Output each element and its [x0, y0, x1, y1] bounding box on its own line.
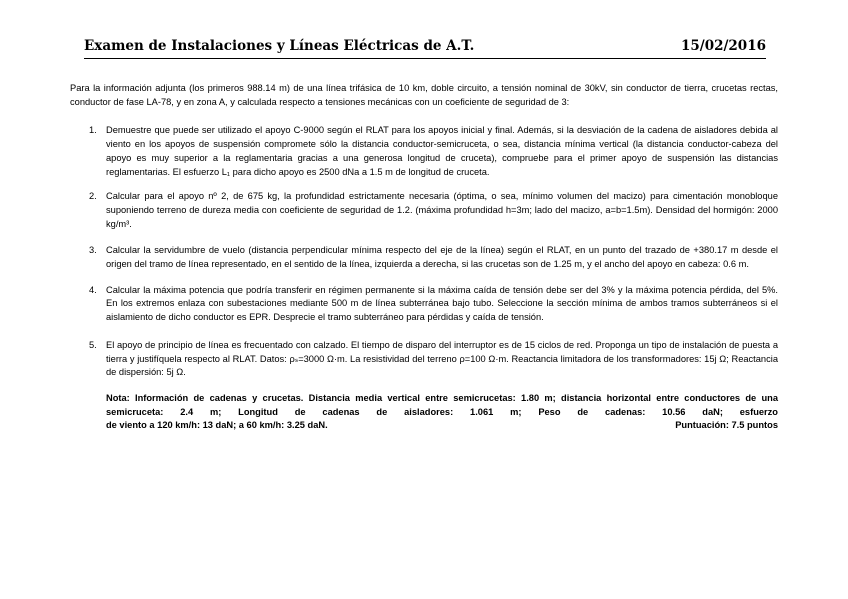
question-item — [70, 244, 778, 271]
question-item — [70, 339, 778, 380]
note-paragraph: Nota: Información de cadenas y crucetas. Distancia media vertical entre semicrucetas: 1.80 m; distancia horizontal entre conductores de una semicruceta: 2.4 m; Longitud de cadenas de aisladores: 1.061 m; Peso de cadenas: 10.56 daN; esfuerzo — [106, 392, 778, 417]
page-header — [84, 36, 766, 59]
question-text: Calcular para el apoyo nº 2, de 675 kg, la profundidad estrictamente necesaria (óptima, o sea, mínimo volumen del macizo) para cimentación monobloque suponiendo terreno de dureza media con coeficiente de seguridad de 1.2. (máxima profundidad h=3m; lado del macizo, a=b=1.5m). Densidad del hormigón: 2000 kg/m³. — [106, 191, 778, 229]
exam-title: Examen de Instalaciones y Líneas Eléctricas de A.T. — [84, 38, 475, 54]
note-last-line — [70, 419, 778, 433]
question-text: Calcular la servidumbre de vuelo (distancia perpendicular mínima respecto del eje de la línea) según el RLAT, en un punto del trazado de +380.17 m desde el origen del tramo de línea representado, en el sentido de la línea, izquierda a derecha, si las crucetas son de 1.25 m, y el ancho del apoyo en cabeza: 0.6 m. — [106, 245, 778, 270]
question-number: 2. — [89, 191, 97, 202]
exam-body — [70, 82, 778, 433]
question-number: 1. — [89, 125, 97, 136]
question-text: El apoyo de principio de línea es frecuentado con calzado. El tiempo de disparo del interruptor es de 15 ciclos de red. Proponga un tipo de instalación de puesta a tierra y justifíquela respecto al RLAT. Datos: ρₛ=3000 Ω·m. La resistividad del terreno ρ=100 Ω·m. Reactancia limitadora de los transformadores: 15j Ω; Reactancia de dispersión: 5j Ω. — [106, 339, 778, 378]
question-list — [70, 124, 778, 380]
question-number: 3. — [89, 245, 97, 256]
question-number: 4. — [89, 284, 97, 295]
question-text: Demuestre que puede ser utilizado el apoyo C-9000 según el RLAT para los apoyos inicial y final. Además, si la desviación de la cadena de aisladores debida al viento en los apoyos de suspensión compromete sólo la distancia conductor-semicruceta, o sea, distancia mínima vertical (la distancia conductor-cabeza del apoyo es muy superior a la reglamentaria gracias a una generosa longitud de cruceta), compruebe para el primer apoyo de suspensión las distancias reglamentarias. El esfuerzo L₁ para dicho apoyo es 2500 dNa a 1.5 m de longitud de cruceta. — [106, 125, 778, 177]
question-item — [70, 124, 778, 179]
question-item — [70, 190, 778, 231]
intro-paragraph: Para la información adjunta (los primeros 988.14 m) de una línea trifásica de 10 km, doble circuito, a tensión nominal de 30kV, sin conductor de tierra, crucetas rectas, conductor de fase LA-78, y en zona A, y calculada respecto a tensiones mecánicas con un coeficiente de seguridad de 3: — [70, 83, 778, 107]
question-text: Calcular la máxima potencia que podría transferir en régimen permanente si la máxima caída de tensión debe ser del 3% y la máxima potencia pérdida, del 5%. En los extremos enlaza con subestaciones mediante 500 m de línea subterránea bajo tubo. Seleccione la sección mínima de ambos tramos subterráneos si el aislamiento de dicho conductor es EPR. Desprecie el tramo subterráneo para pérdidas y caída de tensión. — [106, 284, 778, 323]
exam-date: 15/02/2016 — [680, 38, 766, 54]
note-final-text: de viento a 120 km/h: 13 daN; a 60 km/h: 3.25 daN. — [106, 420, 328, 431]
score-label: Puntuación: 7.5 puntos — [675, 420, 778, 431]
question-number: 5. — [89, 339, 97, 350]
question-item — [70, 284, 778, 325]
